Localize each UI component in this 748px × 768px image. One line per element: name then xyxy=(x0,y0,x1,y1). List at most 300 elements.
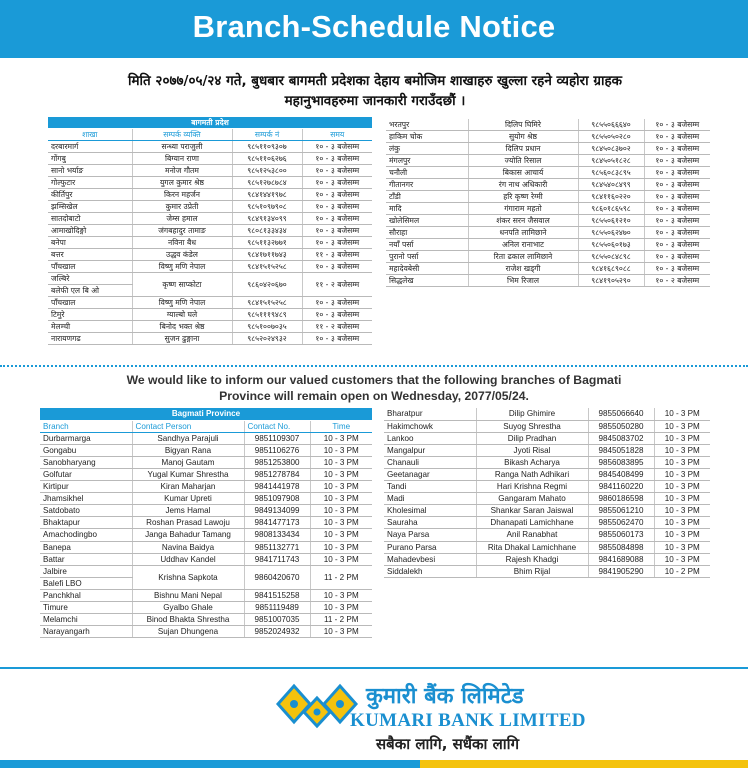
contact-person-cell: Shankar Saran Jaiswal xyxy=(476,505,588,517)
nepali-intro-line-1: मिति २०७७/०५/२४ गते, बुधबार बागमती प्रदेशका देहाय बमोजिम शाखाहरु खुल्ला रहने व्यहोरा ग्राहक xyxy=(127,73,623,89)
branch-cell: Balefi LBO xyxy=(40,577,132,589)
contact-person-cell: हरि कृष्ण रेग्मी xyxy=(468,191,578,203)
contact-person-cell: दिलिप घिमिरे xyxy=(468,119,578,131)
branch-cell: सौराहा xyxy=(386,227,468,239)
time-cell: १० - ३ बजेसम्म xyxy=(644,179,710,191)
contact-person-cell: Sujan Dhungena xyxy=(132,626,244,638)
contact-person-cell: ग्याल्बो घले xyxy=(132,309,232,321)
table-row xyxy=(384,517,710,529)
contact-no-cell: 9852024932 xyxy=(244,626,310,638)
column-header-time: Time xyxy=(310,420,372,432)
contact-person-cell: उद्धव कंडेल xyxy=(132,249,232,261)
province-header-row xyxy=(48,117,372,129)
contact-no-cell: 9855084898 xyxy=(588,541,654,553)
branch-cell: मादि xyxy=(386,203,468,215)
time-cell: 10 - 3 PM xyxy=(310,481,372,493)
branch-cell: Durbarmarga xyxy=(40,432,132,444)
table-row xyxy=(384,553,710,565)
table-row xyxy=(386,215,710,227)
branch-cell: Bhaktapur xyxy=(40,517,132,529)
column-header-branch: Branch xyxy=(40,420,132,432)
table-row xyxy=(386,239,710,251)
contact-person-cell: जेम्स हमाल xyxy=(132,213,232,225)
contact-no-cell: ९८५२०२४९३२ xyxy=(232,333,302,345)
table-row xyxy=(48,165,372,177)
table-row xyxy=(40,541,372,553)
branch-cell: Banepa xyxy=(40,541,132,553)
contact-person-cell: बिग्यान राणा xyxy=(132,153,232,165)
branch-cell: Sauraha xyxy=(384,517,476,529)
time-cell: 10 - 3 PM xyxy=(654,541,710,553)
nepali-intro xyxy=(60,71,690,111)
time-cell: 10 - 3 PM xyxy=(310,505,372,517)
contact-no-cell: ९८५६०८३८९५ xyxy=(578,167,644,179)
branch-cell: नयाँ पर्सा xyxy=(386,239,468,251)
time-cell: 10 - 3 PM xyxy=(310,468,372,480)
table-row xyxy=(40,468,372,480)
contact-no-cell: ९८४१४४१९७८ xyxy=(232,189,302,201)
province-header: Bagmati Province xyxy=(40,408,372,420)
table-row xyxy=(48,141,372,153)
contact-person-cell: Dilip Pradhan xyxy=(476,432,588,444)
branch-cell: मंगलपुर xyxy=(386,155,468,167)
table-row xyxy=(48,297,372,309)
table-row xyxy=(386,167,710,179)
bank-name-english: KUMARI BANK LIMITED xyxy=(350,710,586,731)
table-row xyxy=(384,493,710,505)
time-cell: १० - ३ बजेसम्म xyxy=(302,141,372,153)
time-cell: १० - ३ बजेसम्म xyxy=(302,201,372,213)
table-row xyxy=(40,589,372,601)
column-header-row xyxy=(48,129,372,141)
time-cell: 10 - 3 PM xyxy=(654,444,710,456)
contact-no-cell: ९८४९१३४०९९ xyxy=(232,213,302,225)
table-row xyxy=(386,131,710,143)
table-row xyxy=(386,143,710,155)
contact-no-cell: 9841689088 xyxy=(588,553,654,565)
english-intro-line-1: We would like to inform our valued customers that the following branches of Bagmati xyxy=(126,373,622,387)
contact-person-cell: Bigyan Rana xyxy=(132,444,244,456)
contact-no-cell: 9841515258 xyxy=(244,589,310,601)
table-row xyxy=(48,213,372,225)
contact-no-cell: ९८०८१३३४३४ xyxy=(232,225,302,237)
column-header-branch: शाखा xyxy=(48,129,132,141)
bank-tagline: सबैका लागि, सधैंका लागि xyxy=(376,735,520,753)
contact-no-cell: 9855060173 xyxy=(588,529,654,541)
contact-no-cell: 9845051828 xyxy=(588,444,654,456)
contact-no-cell: 9860186598 xyxy=(588,493,654,505)
contact-no-cell: 9849134099 xyxy=(244,505,310,517)
footer-divider xyxy=(0,667,748,669)
time-cell: १० - ३ बजेसम्म xyxy=(644,263,710,275)
contact-person-cell: Ranga Nath Adhikari xyxy=(476,468,588,480)
contact-no-cell: 9855061210 xyxy=(588,505,654,517)
contact-person-cell: Janga Bahadur Tamang xyxy=(132,529,244,541)
time-cell: १० - ३ बजेसम्म xyxy=(644,227,710,239)
table-row xyxy=(48,309,372,321)
contact-person-cell: Binod Bhakta Shrestha xyxy=(132,614,244,626)
contact-no-cell: 9841441978 xyxy=(244,481,310,493)
contact-no-cell: 9851106276 xyxy=(244,444,310,456)
contact-no-cell: ९८६०१८६५९८ xyxy=(578,203,644,215)
table-row xyxy=(384,456,710,468)
branch-cell: महादेवबेसी xyxy=(386,263,468,275)
branch-cell: Mangalpur xyxy=(384,444,476,456)
contact-person-cell: रंग नाथ अधिकारी xyxy=(468,179,578,191)
table-row xyxy=(386,119,710,131)
branch-cell: Gongabu xyxy=(40,444,132,456)
table-row xyxy=(384,529,710,541)
page-title: Branch-Schedule Notice xyxy=(192,9,556,44)
branch-cell: Sanobharyang xyxy=(40,456,132,468)
branch-cell: Bharatpur xyxy=(384,408,476,420)
table-row xyxy=(40,614,372,626)
contact-no-cell: ९८५५०५०२८० xyxy=(578,131,644,143)
contact-no-cell: ९८५११०६२७६ xyxy=(232,153,302,165)
contact-person-cell: नविना बैध xyxy=(132,237,232,249)
contact-person-cell: Suyog Shrestha xyxy=(476,420,588,432)
contact-person-cell: Uddhav Kandel xyxy=(132,553,244,565)
contact-no-cell: 9855066640 xyxy=(588,408,654,420)
time-cell: 10 - 3 PM xyxy=(654,456,710,468)
contact-person-cell: Jems Hamal xyxy=(132,505,244,517)
table-row xyxy=(384,432,710,444)
contact-no-cell: ९८६०४२०६७० xyxy=(232,273,302,297)
nepali-table-right xyxy=(386,119,710,287)
contact-person-cell: भिम रिजाल xyxy=(468,275,578,287)
time-cell: १० - ३ बजेसम्म xyxy=(302,309,372,321)
branch-cell: आमाखोदिङ्गो xyxy=(48,225,132,237)
table-row xyxy=(48,321,372,333)
branch-cell: पुरानो पर्सा xyxy=(386,251,468,263)
column-header-contact-person: Contact Person xyxy=(132,420,244,432)
branch-cell: Siddalekh xyxy=(384,565,476,577)
footer-band-yellow xyxy=(420,760,748,768)
table-row xyxy=(48,153,372,165)
table-row xyxy=(40,517,372,529)
contact-person-cell: सन्ध्या पराजुली xyxy=(132,141,232,153)
branch-cell: दरबारमार्ग xyxy=(48,141,132,153)
table-row xyxy=(384,565,710,577)
branch-cell: खोलेसिमल xyxy=(386,215,468,227)
contact-person-cell: Gangaram Mahato xyxy=(476,493,588,505)
contact-no-cell: ९८४१५१५२५८ xyxy=(232,297,302,309)
contact-no-cell: ९८४१७११७४३ xyxy=(232,249,302,261)
time-cell: १० - ३ बजेसम्म xyxy=(644,143,710,155)
contact-person-cell: बिकास आचार्य xyxy=(468,167,578,179)
table-row xyxy=(386,275,710,287)
contact-person-cell: Manoj Gautam xyxy=(132,456,244,468)
contact-no-cell: 9860420670 xyxy=(244,565,310,589)
branch-cell: Narayangarh xyxy=(40,626,132,638)
branch-cell: हाकिम चोक xyxy=(386,131,468,143)
time-cell: 10 - 3 PM xyxy=(654,553,710,565)
table-row xyxy=(384,505,710,517)
table-row xyxy=(40,529,372,541)
table-row xyxy=(48,225,372,237)
time-cell: 10 - 3 PM xyxy=(654,432,710,444)
time-cell: 11 - 2 PM xyxy=(310,614,372,626)
contact-person-cell: जंगबहादुर तामाङ xyxy=(132,225,232,237)
contact-no-cell: 9841160220 xyxy=(588,481,654,493)
branch-cell: Purano Parsa xyxy=(384,541,476,553)
time-cell: 10 - 3 PM xyxy=(310,602,372,614)
contact-person-cell: अनिल रानाभाट xyxy=(468,239,578,251)
branch-cell: गोल्फुटार xyxy=(48,177,132,189)
branch-cell: Panchkhal xyxy=(40,589,132,601)
time-cell: १० - ३ बजेसम्म xyxy=(302,261,372,273)
branch-cell: Amachodingbo xyxy=(40,529,132,541)
table-row xyxy=(48,261,372,273)
contact-no-cell: ९८४१५१५२५८ xyxy=(232,261,302,273)
contact-person-cell: Roshan Prasad Lawoju xyxy=(132,517,244,529)
time-cell: १० - ३ बजेसम्म xyxy=(302,237,372,249)
time-cell: १० - ३ बजेसम्म xyxy=(302,165,372,177)
time-cell: 10 - 3 PM xyxy=(654,408,710,420)
time-cell: 10 - 3 PM xyxy=(310,444,372,456)
table-row xyxy=(40,456,372,468)
table-row xyxy=(48,273,372,285)
branch-cell: लंकु xyxy=(386,143,468,155)
time-cell: 10 - 3 PM xyxy=(310,432,372,444)
contact-no-cell: 9841477173 xyxy=(244,517,310,529)
time-cell: १० - ३ बजेसम्म xyxy=(302,297,372,309)
contact-no-cell: ९८४५४०८४९९ xyxy=(578,179,644,191)
contact-no-cell: 9855050280 xyxy=(588,420,654,432)
contact-no-cell: ९८५१००७०३५ xyxy=(232,321,302,333)
branch-cell: Jhamsikhel xyxy=(40,493,132,505)
time-cell: 10 - 3 PM xyxy=(310,541,372,553)
column-header-contact-no: Contact No. xyxy=(244,420,310,432)
kumari-bank-logo-icon xyxy=(272,682,362,732)
province-header: बागमती प्रदेश xyxy=(48,117,372,129)
contact-no-cell: ९८५१११९४८९ xyxy=(232,309,302,321)
time-cell: 10 - 3 PM xyxy=(310,589,372,601)
table-row xyxy=(384,541,710,553)
contact-no-cell: 9851007035 xyxy=(244,614,310,626)
contact-person-cell: विष्णु मणि नेपाल xyxy=(132,261,232,273)
table-row xyxy=(40,505,372,517)
contact-person-cell: किरन महर्जन xyxy=(132,189,232,201)
branch-cell: जल्बिरे xyxy=(48,273,132,285)
time-cell: ११ - २ बजेसम्म xyxy=(302,273,372,297)
branch-cell: पाँचखाल xyxy=(48,261,132,273)
branch-cell: भरतपुर xyxy=(386,119,468,131)
branch-cell: Satdobato xyxy=(40,505,132,517)
contact-person-cell: बिनोद भक्त श्रेष्ठ xyxy=(132,321,232,333)
time-cell: 10 - 3 PM xyxy=(310,553,372,565)
table-row xyxy=(40,481,372,493)
contact-no-cell: 9851278784 xyxy=(244,468,310,480)
table-row xyxy=(386,227,710,239)
table-row xyxy=(40,626,372,638)
table-row xyxy=(40,493,372,505)
time-cell: 10 - 3 PM xyxy=(654,529,710,541)
branch-cell: टाँडी xyxy=(386,191,468,203)
english-table-left xyxy=(40,408,372,638)
contact-person-cell: Sandhya Parajuli xyxy=(132,432,244,444)
contact-no-cell: ९८४१६८९०८८ xyxy=(578,263,644,275)
branch-cell: Mahadevbesi xyxy=(384,553,476,565)
time-cell: 10 - 3 PM xyxy=(654,420,710,432)
province-header-row xyxy=(40,408,372,420)
branch-cell: Kholesimal xyxy=(384,505,476,517)
contact-no-cell: ९८४५०५१८२८ xyxy=(578,155,644,167)
contact-person-cell: सुयोग श्रेष्ठ xyxy=(468,131,578,143)
table-row xyxy=(40,432,372,444)
branch-cell: पाँचखाल xyxy=(48,297,132,309)
header-banner xyxy=(0,0,748,58)
table-row xyxy=(40,444,372,456)
contact-person-cell: Jyoti Risal xyxy=(476,444,588,456)
time-cell: 10 - 3 PM xyxy=(654,517,710,529)
time-cell: १० - ३ बजेसम्म xyxy=(302,213,372,225)
contact-no-cell: ९८५१०९७९०८ xyxy=(232,201,302,213)
time-cell: 10 - 3 PM xyxy=(310,456,372,468)
table-row xyxy=(48,177,372,189)
contact-no-cell: ९८५५०६०१७३ xyxy=(578,239,644,251)
table-row xyxy=(40,602,372,614)
contact-person-cell: गंगाराम महतो xyxy=(468,203,578,215)
contact-no-cell: 9851109307 xyxy=(244,432,310,444)
time-cell: ११ - २ बजेसम्म xyxy=(302,321,372,333)
contact-no-cell: ९८५५०६२४७० xyxy=(578,227,644,239)
time-cell: 10 - 3 PM xyxy=(654,505,710,517)
branch-cell: कीर्तिपुर xyxy=(48,189,132,201)
column-header-contact-person: सम्पर्क व्यक्ति xyxy=(132,129,232,141)
branch-cell: Jalbire xyxy=(40,565,132,577)
contact-no-cell: ९८५१२५३८०० xyxy=(232,165,302,177)
contact-person-cell: Bhim Rijal xyxy=(476,565,588,577)
contact-person-cell: युगल कुमार श्रेष्ठ xyxy=(132,177,232,189)
column-header-contact-no: सम्पर्क नं xyxy=(232,129,302,141)
branch-cell: Geetanagar xyxy=(384,468,476,480)
contact-no-cell: ९८५११३२७७१ xyxy=(232,237,302,249)
time-cell: १० - ३ बजेसम्म xyxy=(644,239,710,251)
table-row xyxy=(384,444,710,456)
contact-no-cell: ९८४१९०५२९० xyxy=(578,275,644,287)
english-intro-line-2: Province will remain open on Wednesday, 2077/05/24. xyxy=(219,389,529,403)
contact-person-cell: विष्णु मणि नेपाल xyxy=(132,297,232,309)
branch-cell: गीतानगर xyxy=(386,179,468,191)
contact-person-cell: Hari Krishna Regmi xyxy=(476,481,588,493)
time-cell: १० - ३ बजेसम्म xyxy=(302,225,372,237)
table-row xyxy=(48,333,372,345)
contact-no-cell: ९८५५०६१२१० xyxy=(578,215,644,227)
branch-cell: बनेपा xyxy=(48,237,132,249)
branch-cell: गोंगबु xyxy=(48,153,132,165)
time-cell: ११ - ३ बजेसम्म xyxy=(302,249,372,261)
branch-cell: मेलम्ची xyxy=(48,321,132,333)
branch-cell: Chanauli xyxy=(384,456,476,468)
contact-no-cell: ९८५१२७८७८४ xyxy=(232,177,302,189)
branch-cell: Battar xyxy=(40,553,132,565)
table-row xyxy=(384,481,710,493)
contact-person-cell: Dhanapati Lamichhane xyxy=(476,517,588,529)
branch-cell: नारायणगढ xyxy=(48,333,132,345)
time-cell: १० - ३ बजेसम्म xyxy=(644,215,710,227)
contact-person-cell: रिता ढकाल लामिछाने xyxy=(468,251,578,263)
branch-cell: Naya Parsa xyxy=(384,529,476,541)
table-row xyxy=(48,237,372,249)
section-divider xyxy=(0,365,748,367)
table-row xyxy=(384,420,710,432)
contact-no-cell: ९८५५०८४८९८ xyxy=(578,251,644,263)
branch-cell: टिमुरे xyxy=(48,309,132,321)
nepali-table-left xyxy=(48,117,372,345)
contact-no-cell: ९८५५०६६६४० xyxy=(578,119,644,131)
contact-person-cell: Rajesh Khadgi xyxy=(476,553,588,565)
contact-no-cell: 9845408499 xyxy=(588,468,654,480)
contact-no-cell: 9851097908 xyxy=(244,493,310,505)
column-header-time: समय xyxy=(302,129,372,141)
branch-cell: Golfutar xyxy=(40,468,132,480)
table-row xyxy=(386,191,710,203)
contact-no-cell: 9808133434 xyxy=(244,529,310,541)
contact-person-cell: Krishna Sapkota xyxy=(132,565,244,589)
time-cell: 10 - 3 PM xyxy=(654,493,710,505)
contact-person-cell: शंकर सरन जैसवाल xyxy=(468,215,578,227)
time-cell: 10 - 3 PM xyxy=(310,626,372,638)
contact-person-cell: Navina Baidya xyxy=(132,541,244,553)
contact-no-cell: 9851132771 xyxy=(244,541,310,553)
table-row xyxy=(384,408,710,420)
contact-no-cell: 9856083895 xyxy=(588,456,654,468)
contact-person-cell: Rita Dhakal Lamichhane xyxy=(476,541,588,553)
branch-cell: सानो भर्याङ xyxy=(48,165,132,177)
table-row xyxy=(40,565,372,577)
time-cell: १० - ३ बजेसम्म xyxy=(644,131,710,143)
time-cell: १० - ३ बजेसम्म xyxy=(302,153,372,165)
table-row xyxy=(386,155,710,167)
time-cell: 10 - 3 PM xyxy=(310,493,372,505)
footer-band-blue xyxy=(0,760,420,768)
branch-cell: सिद्धलेख xyxy=(386,275,468,287)
contact-person-cell: Bikash Acharya xyxy=(476,456,588,468)
time-cell: १० - ३ बजेसम्म xyxy=(302,189,372,201)
contact-no-cell: 9845083702 xyxy=(588,432,654,444)
contact-person-cell: राजेश खड्गी xyxy=(468,263,578,275)
contact-no-cell: 9851253800 xyxy=(244,456,310,468)
contact-no-cell: ९८४५०८३७०२ xyxy=(578,143,644,155)
contact-person-cell: ज्योति रिसाल xyxy=(468,155,578,167)
english-table-right xyxy=(384,408,710,578)
time-cell: १० - ३ बजेसम्म xyxy=(644,167,710,179)
branch-cell: बत्तर xyxy=(48,249,132,261)
contact-person-cell: कुमार उप्रेती xyxy=(132,201,232,213)
table-row xyxy=(48,249,372,261)
branch-cell: चनौली xyxy=(386,167,468,179)
contact-no-cell: 9855062470 xyxy=(588,517,654,529)
english-intro xyxy=(80,372,668,404)
contact-no-cell: ९८५११०९३०७ xyxy=(232,141,302,153)
contact-no-cell: 9851119489 xyxy=(244,602,310,614)
time-cell: १० - ३ बजेसम्म xyxy=(302,333,372,345)
branch-cell: Melamchi xyxy=(40,614,132,626)
time-cell: 10 - 3 PM xyxy=(654,481,710,493)
contact-no-cell: ९८४११६०२२० xyxy=(578,191,644,203)
time-cell: १० - ३ बजेसम्म xyxy=(302,177,372,189)
contact-no-cell: 9841711743 xyxy=(244,553,310,565)
table-row xyxy=(386,251,710,263)
time-cell: १० - २ बजेसम्म xyxy=(644,275,710,287)
column-header-row xyxy=(40,420,372,432)
table-row xyxy=(386,203,710,215)
time-cell: १० - ३ बजेसम्म xyxy=(644,251,710,263)
branch-cell: Timure xyxy=(40,602,132,614)
branch-cell: सातदोबाटो xyxy=(48,213,132,225)
table-row xyxy=(40,553,372,565)
